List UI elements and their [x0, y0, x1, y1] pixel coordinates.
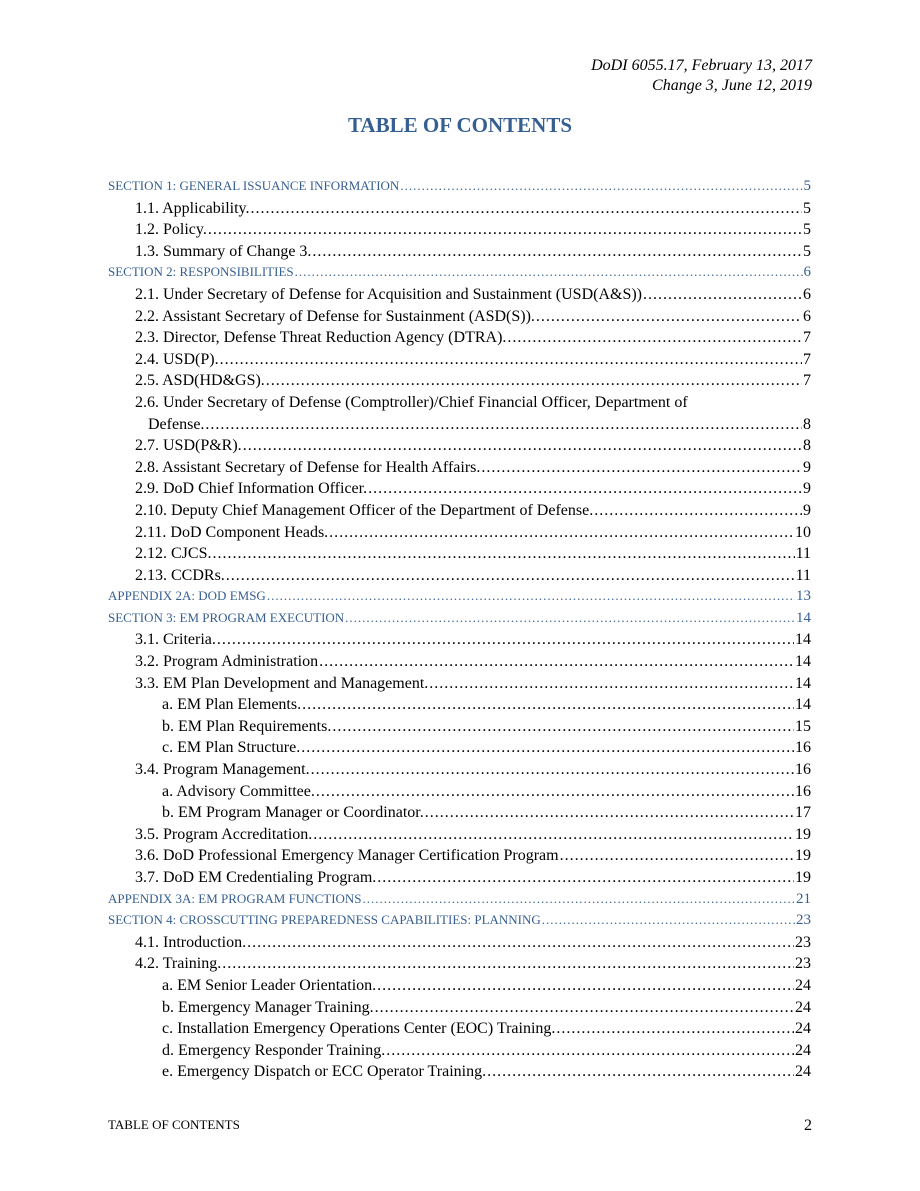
toc-entry-page: 14: [795, 653, 811, 671]
dot-leader: [643, 286, 802, 304]
toc-entry-label: 2.9. DoD Chief Information Officer.: [135, 480, 368, 498]
toc-entry[interactable]: [108, 351, 811, 373]
toc-entry-page: 11: [795, 566, 811, 584]
dot-leader: [319, 653, 794, 671]
toc-entry-page: 16: [795, 739, 811, 757]
toc-entry-label: 4.2. Training.: [135, 955, 222, 973]
toc-entry-label: a. EM Plan Elements.: [162, 696, 302, 714]
toc-entry-label: 2.6. Under Secretary of Defense (Comptroller)/Chief Financial Officer, Department of: [135, 393, 688, 411]
toc-entry[interactable]: [108, 480, 811, 502]
toc-entry[interactable]: [108, 286, 811, 308]
dot-leader: [556, 1020, 794, 1038]
header-issuance-line: DoDI 6055.17, February 13, 2017: [591, 57, 812, 74]
toc-entry-page: 7: [803, 329, 811, 347]
toc-entry-page: 17: [795, 804, 811, 822]
toc-entry-page: 24: [795, 1041, 811, 1059]
toc-entry-label: a. Advisory Committee.: [162, 782, 315, 800]
toc-entry-label: 3.3. EM Plan Development and Management.: [135, 674, 429, 692]
toc-entry-label: b. EM Program Manager or Coordinator.: [162, 804, 424, 822]
toc-entry[interactable]: [108, 783, 811, 805]
toc-entry-page: 5: [803, 178, 811, 194]
toc-entry-page: 5: [803, 242, 811, 260]
toc-entry-page: 19: [795, 825, 811, 843]
toc-entry-label: 3.4. Program Management.: [135, 761, 310, 779]
dot-leader: [301, 739, 794, 757]
toc-entry[interactable]: [108, 588, 811, 610]
toc-entry-page: 6: [803, 285, 811, 303]
toc-entry-page: 7: [803, 350, 811, 368]
dot-leader: [220, 351, 802, 369]
toc-entry[interactable]: [108, 1020, 811, 1042]
toc-entry[interactable]: [108, 243, 811, 265]
dot-leader: [375, 999, 794, 1017]
toc-entry[interactable]: [108, 891, 811, 913]
toc-entry[interactable]: [108, 329, 811, 351]
footer-section-label: TABLE OF CONTENTS: [108, 1117, 240, 1132]
toc-entry-label: 1.1. Applicability.: [135, 199, 250, 217]
toc-entry-page: 5: [803, 199, 811, 217]
toc-entry-label: 2.11. DoD Component Heads.: [135, 523, 329, 541]
toc-entry[interactable]: [108, 264, 811, 286]
toc-entry[interactable]: [108, 567, 811, 589]
toc-entry-page: 24: [795, 1020, 811, 1038]
toc-entry-page: 24: [795, 998, 811, 1016]
dot-leader: [316, 783, 794, 801]
dot-leader: [368, 480, 802, 498]
toc-entry-continuation[interactable]: [108, 416, 811, 438]
toc-entry-label: SECTION 2: RESPONSIBILITIES: [108, 264, 294, 280]
page-title: TABLE OF CONTENTS: [347, 113, 573, 137]
dot-leader: [313, 826, 794, 844]
dot-leader: [345, 610, 795, 626]
dot-leader: [247, 934, 794, 952]
toc-entry-label: Defense.: [148, 415, 205, 433]
toc-entry-label: c. EM Plan Structure.: [162, 739, 301, 757]
dot-leader: [377, 977, 794, 995]
toc-entry-page: 21: [796, 890, 811, 907]
toc-entry-label: APPENDIX 3A: EM PROGRAM FUNCTIONS: [108, 890, 362, 906]
dot-leader: [267, 588, 795, 604]
dot-leader: [302, 696, 794, 714]
toc-entry-label: SECTION 4: CROSSCUTTING PREPAREDNESS CAPABILITIES: PLANNING: [108, 912, 541, 928]
toc-entry-label: 3.1. Criteria.: [135, 631, 216, 649]
toc-entry-page: 14: [795, 696, 811, 714]
toc-entry[interactable]: [108, 1063, 811, 1085]
running-header: [591, 56, 812, 96]
dot-leader: [329, 524, 794, 542]
toc-entry-page: 8: [803, 415, 811, 433]
toc-entry-page: 6: [803, 307, 811, 325]
toc-entry[interactable]: [108, 459, 811, 481]
toc-entry-page: 24: [795, 976, 811, 994]
toc-entry[interactable]: [108, 437, 811, 459]
toc-entry-label: 1.2. Policy.: [135, 221, 207, 239]
dot-leader: [429, 675, 794, 693]
dot-leader: [332, 718, 794, 736]
toc-entry-page: 5: [803, 221, 811, 239]
toc-entry[interactable]: [108, 200, 811, 222]
dot-leader: [208, 221, 802, 239]
dot-leader: [243, 437, 802, 455]
toc-entry-label: SECTION 1: GENERAL ISSUANCE INFORMATION: [108, 178, 400, 193]
toc-entry-page: 13: [796, 588, 811, 605]
dot-leader: [400, 178, 802, 194]
toc-entry-page: 16: [795, 782, 811, 800]
toc-entry[interactable]: [108, 718, 811, 740]
toc-entry-label: 2.7. USD(P&R).: [135, 437, 242, 455]
toc-entry-label: 2.5. ASD(HD&GS).: [135, 372, 265, 390]
dot-leader: [425, 804, 794, 822]
toc-entry-label: b. Emergency Manager Training.: [162, 998, 374, 1016]
toc-entry-page: 19: [795, 869, 811, 886]
toc-entry-page: 14: [795, 631, 811, 649]
toc-entry-page: 14: [796, 609, 811, 626]
toc-entry-page: 9: [803, 458, 811, 476]
toc-entry[interactable]: [108, 502, 811, 524]
toc-entry-label: 2.1. Under Secretary of Defense for Acquisition and Sustainment (USD(A&S)): [135, 285, 642, 303]
toc-entry-label: 3.5. Program Accreditation.: [135, 825, 313, 843]
toc-entry-label: e. Emergency Dispatch or ECC Operator Training.: [162, 1063, 487, 1081]
dot-leader: [377, 869, 794, 887]
toc-entry-label: 2.12. CJCS.: [135, 545, 212, 563]
dot-leader: [311, 761, 794, 779]
toc-entry[interactable]: [108, 739, 811, 761]
dot-leader: [536, 308, 802, 326]
toc-entry-label: 2.3. Director, Defense Threat Reduction Agency (DTRA).: [135, 329, 507, 347]
toc-entry[interactable]: [108, 178, 811, 200]
toc-entry-label: 1.3. Summary of Change 3.: [135, 242, 312, 260]
toc-entry-label: 2.10. Deputy Chief Management Officer of the Department of Defense.: [135, 501, 594, 519]
toc-entry-label: 3.6. DoD Professional Emergency Manager Certification Program: [135, 847, 559, 865]
toc-entry-page: 7: [803, 372, 811, 390]
toc-entry[interactable]: [108, 221, 811, 243]
dot-leader: [363, 891, 795, 907]
toc-entry-label: 2.8. Assistant Secretary of Defense for Health Affairs.: [135, 458, 481, 476]
toc-entry-page: 23: [795, 933, 811, 951]
toc-entry-label: d. Emergency Responder Training.: [162, 1041, 386, 1059]
toc-entry-page: 19: [795, 847, 811, 865]
toc-entry[interactable]: [108, 955, 811, 977]
dot-leader: [507, 329, 802, 347]
toc-entry-label: 3.7. DoD EM Credentialing Program.: [135, 869, 377, 886]
toc-entry-page: 8: [803, 437, 811, 455]
toc-entry-label: 2.2. Assistant Secretary of Defense for Sustainment (ASD(S)).: [135, 307, 535, 325]
toc-entry-page: 9: [803, 501, 811, 519]
toc-entry[interactable]: [108, 1042, 811, 1064]
toc-entry[interactable]: [108, 308, 811, 330]
dot-leader: [226, 567, 795, 585]
footer-page-number: 2: [804, 1117, 812, 1134]
dot-leader: [205, 416, 802, 434]
toc-entry[interactable]: [108, 826, 811, 848]
toc-entry[interactable]: [108, 999, 811, 1021]
toc-entry-label: c. Installation Emergency Operations Center (EOC) Training.: [162, 1020, 556, 1038]
toc-entry[interactable]: [108, 696, 811, 718]
dot-leader: [217, 631, 794, 649]
dot-leader: [542, 912, 795, 928]
toc-entry-page: 24: [795, 1063, 811, 1081]
table-of-contents: [108, 178, 811, 1085]
dot-leader: [212, 545, 794, 563]
toc-entry-page: 23: [796, 912, 811, 929]
dot-leader: [222, 955, 794, 973]
header-change-line: Change 3, June 12, 2019: [652, 77, 812, 94]
toc-entry-page: 6: [803, 264, 811, 281]
toc-entry[interactable]: [108, 610, 811, 632]
toc-entry-page: 11: [795, 545, 811, 563]
dot-leader: [312, 243, 802, 261]
dot-leader: [295, 264, 803, 280]
dot-leader: [487, 1063, 794, 1081]
dot-leader: [560, 847, 794, 865]
toc-entry[interactable]: [108, 934, 811, 956]
toc-entry[interactable]: [108, 653, 811, 675]
toc-entry-page: 16: [795, 761, 811, 779]
toc-entry[interactable]: [108, 675, 811, 697]
toc-entry-page: 10: [795, 523, 811, 541]
dot-leader: [266, 372, 802, 390]
toc-entry[interactable]: [108, 631, 811, 653]
toc-entry[interactable]: [108, 977, 811, 999]
toc-entry-label: 2.4. USD(P).: [135, 350, 219, 368]
toc-entry[interactable]: [108, 761, 811, 783]
toc-entry-label: b. EM Plan Requirements.: [162, 717, 332, 735]
toc-entry-label: APPENDIX 2A: DOD EMSG: [108, 588, 266, 604]
toc-entry[interactable]: [108, 912, 811, 934]
dot-leader: [386, 1042, 794, 1060]
toc-entry-label: 3.2. Program Administration: [135, 653, 319, 671]
toc-entry[interactable]: [108, 804, 811, 826]
toc-entry[interactable]: [108, 545, 811, 567]
toc-entry-page: 9: [803, 480, 811, 498]
page-footer: [108, 1117, 812, 1135]
toc-entry-label: 2.13. CCDRs.: [135, 566, 225, 584]
toc-entry-page: 23: [795, 955, 811, 973]
toc-entry-label: 4.1. Introduction.: [135, 933, 247, 951]
dot-leader: [251, 200, 802, 218]
dot-leader: [594, 502, 802, 520]
toc-entry[interactable]: [108, 524, 811, 546]
toc-entry-label: SECTION 3: EM PROGRAM EXECUTION: [108, 609, 345, 625]
toc-entry-page: 14: [795, 674, 811, 692]
toc-entry[interactable]: [108, 847, 811, 869]
toc-entry-wrapped[interactable]: [108, 394, 811, 416]
toc-entry-label: a. EM Senior Leader Orientation.: [162, 976, 377, 994]
toc-entry[interactable]: [108, 372, 811, 394]
dot-leader: [481, 459, 802, 477]
toc-entry-page: 15: [795, 717, 811, 735]
toc-entry[interactable]: [108, 869, 811, 891]
